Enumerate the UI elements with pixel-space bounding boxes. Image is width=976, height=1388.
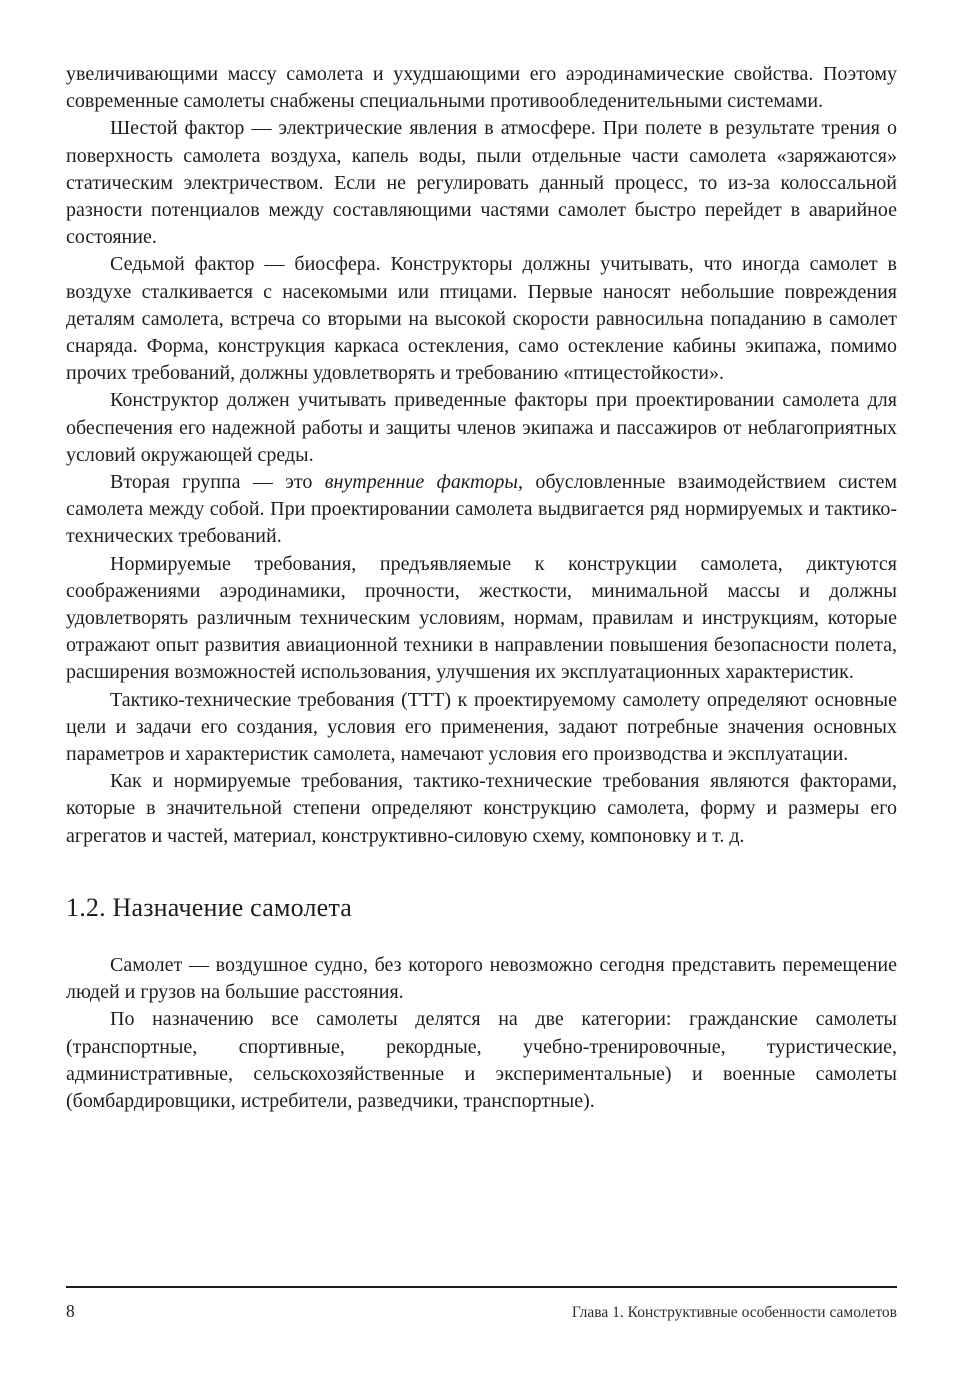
paragraph-aircraft-definition: Самолет — воздушное судно, без которого невозможно сегодня представить перемещение людей и грузов на большие расстояния. [66, 953, 897, 1004]
paragraph-sixth-factor: Шестой фактор — электрические явления в атмосфере. При полете в результате трения о поверхность самолета воздуха, капель воды, пыли отдельные части самолета «заряжаются» статическим электричеством. Если не регулировать данный процесс, то из-за колоссальной разности потенциалов между составляющими частями самолет быстро перейдет в аварийное состояние. [66, 117, 897, 249]
paragraph-seventh-factor: Седьмой фактор — биосфера. Конструкторы должны учитывать, что иногда самолет в воздухе сталкивается с насекомыми или птицами. Первые наносят небольшие повреждения деталям самолета, встреча со вторыми на высокой скорости равносильна попаданию в самолет снаряда. Форма, конструкция каркаса остекления, само остекление кабины экипажа, помимо прочих требований, должны удовлетворять и требованию «птицестойкости». [66, 253, 897, 385]
text-run-after: , обусловленные взаимодействием систем самолета между собой. При проектировании самолета выдвигается ряд нормируемых и тактико-технических требований. [66, 471, 897, 548]
paragraph-ttt-factors: Как и нормируемые требования, тактико-технические требования являются факторами, которые в значительной степени определяют конструкцию самолета, форму и размеры его агрегатов и частей, материал, конструктивно-силовую схему, компоновку и т. д. [66, 770, 897, 847]
running-title: Глава 1. Конструктивные особенности самолетов [571, 1304, 897, 1321]
paragraph-aircraft-categories: По назначению все самолеты делятся на две категории: гражданские самолеты (транспортные, спортивные, рекордные, учебно-тренировочные, туристические, административные, сельскохозяйственные и экспериментальные) и военные самолеты (бомбардировщики, истребители, разведчики, транспортные). [66, 1008, 897, 1112]
page-body [66, 61, 897, 1115]
paragraph-normed-requirements: Нормируемые требования, предъявляемые к конструкции самолета, диктуются соображениями аэродинамики, прочности, жесткости, минимальной массы и должны удовлетворять различным техническим условиям, нормам, правилам и инструкциям, которые отражают опыт развития авиационной техники в направлении повышения безопасности полета, расширения возможностей использования, улучшения их эксплуатационных характеристик. [66, 552, 897, 684]
paragraph-ttt: Тактико-технические требования (ТТТ) к проектируемому самолету определяют основные цели и задачи его создания, условия его применения, задают потребные значения основных параметров и характеристик самолета, намечают условия его производства и эксплуатации. [66, 688, 897, 766]
page-footer [66, 1286, 897, 1322]
paragraph-continuation: увеличивающими массу самолета и ухудшающими его аэродинамические свойства. Поэтому современные самолеты снабжены специальными противообледенительными системами. [66, 63, 897, 113]
text-run-before: Вторая группа — это [110, 471, 325, 494]
paragraph-designer-duty: Конструктор должен учитывать приведенные факторы при проектировании самолета для обеспечения его надежной работы и защиты членов экипажа и пассажиров от неблагоприятных условий окружающей среды. [66, 389, 897, 466]
page-number: 8 [66, 1301, 75, 1321]
paragraph-second-group [66, 469, 897, 551]
section-heading-1-2: 1.2. Назначение самолета [66, 892, 353, 922]
italic-phrase-internal-factors: внутренние факторы [324, 471, 518, 494]
footer-row [66, 1288, 897, 1322]
